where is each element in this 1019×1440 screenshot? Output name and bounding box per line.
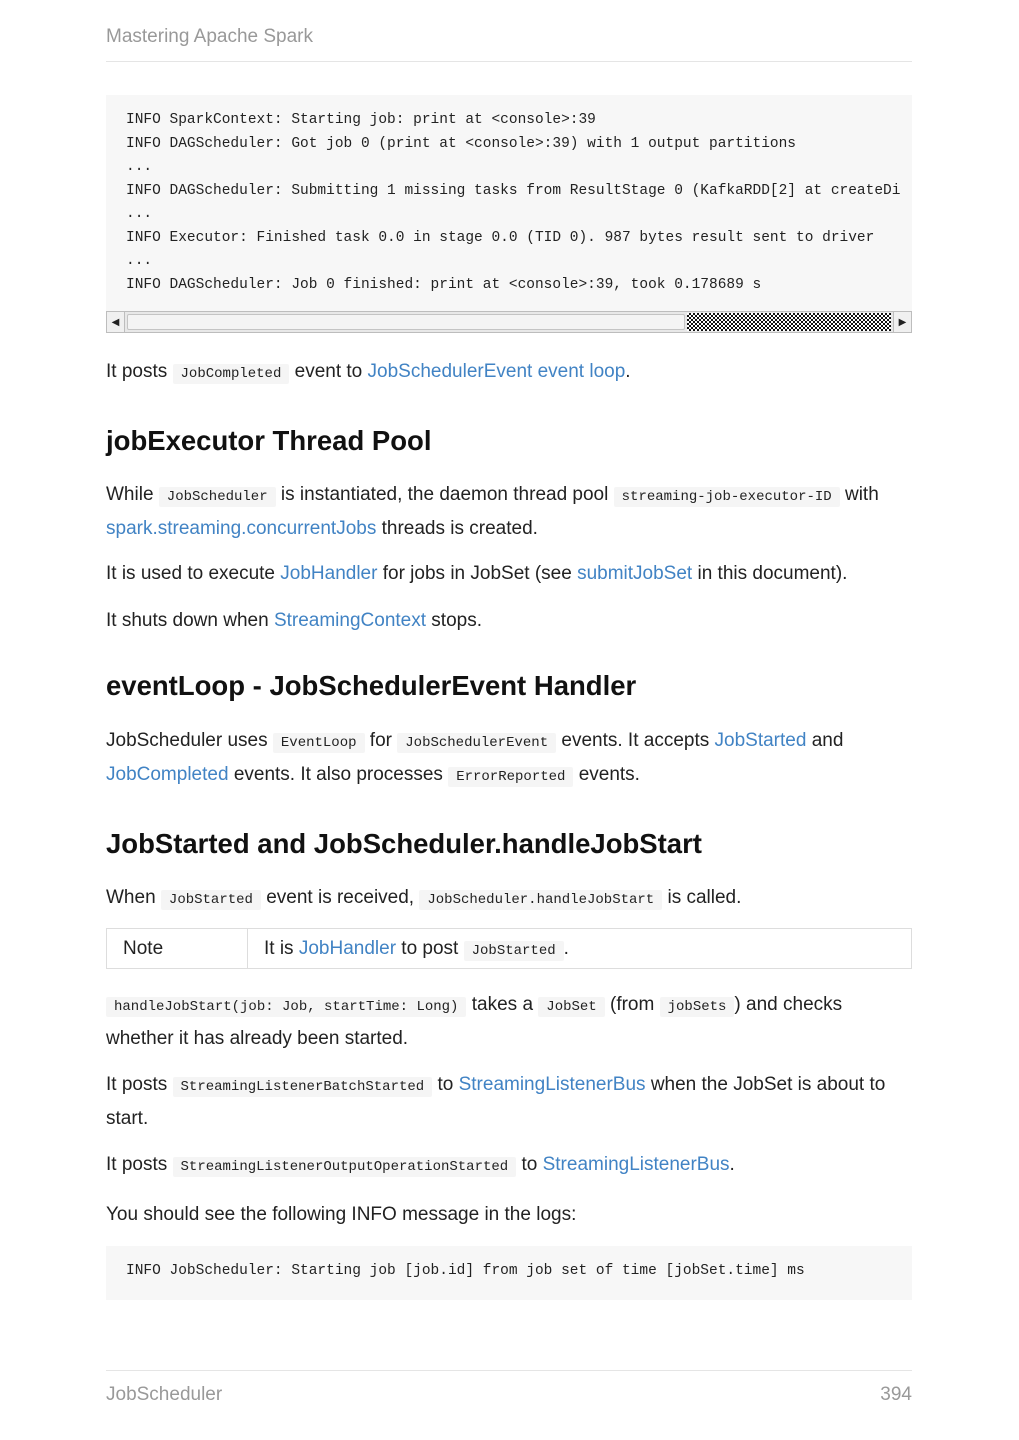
- page-number: 394: [880, 1384, 912, 1405]
- paragraph-when-job-started: When JobStarted event is received, JobScheduler.handleJobStart is called.: [106, 887, 742, 908]
- link-concurrent-jobs[interactable]: spark.streaming.concurrentJobs: [106, 518, 377, 539]
- inline-code: JobStarted: [161, 890, 261, 910]
- paragraph-info-message: You should see the following INFO message in the logs:: [106, 1204, 577, 1225]
- paragraph-posts-job-completed: It posts JobCompleted event to JobSchedulerEvent event loop.: [106, 361, 631, 382]
- paragraph-job-handler: It is used to execute JobHandler for jobs in JobSet (see submitJobSet in this document).: [106, 563, 848, 584]
- link-job-started[interactable]: JobStarted: [714, 730, 807, 751]
- link-streaming-context[interactable]: StreamingContext: [273, 610, 427, 631]
- page-footer: [106, 1370, 912, 1408]
- note-text: It is JobHandler to post JobStarted .: [264, 938, 569, 959]
- book-title: Mastering Apache Spark: [106, 26, 314, 47]
- inline-code: JobStarted: [464, 941, 564, 961]
- paragraph-event-loop: JobScheduler uses EventLoop for JobSchedulerEvent events. It accepts JobStarted and JobCompleted events. It also processes ErrorReported events.: [106, 730, 844, 785]
- page-header: [106, 24, 912, 62]
- link-streaming-listener-bus-2[interactable]: StreamingListenerBus: [542, 1154, 730, 1175]
- heading-job-executor: jobExecutor Thread Pool: [106, 425, 432, 456]
- link-job-handler-note[interactable]: JobHandler: [298, 938, 397, 959]
- paragraph-thread-pool: While JobScheduler is instantiated, the daemon thread pool streaming-job-executor-ID with spark.streaming.concurrentJobs threads is created.: [106, 484, 879, 539]
- heading-job-started: JobStarted and JobScheduler.handleJobStart: [106, 828, 702, 859]
- scrollbar-thumb[interactable]: [127, 314, 685, 330]
- inline-code: JobScheduler.handleJobStart: [419, 890, 662, 910]
- note-admonition: [106, 928, 912, 969]
- inline-code: JobSet: [538, 997, 604, 1017]
- inline-code: StreamingListenerBatchStarted: [173, 1077, 433, 1097]
- link-jobscheduler-event-loop[interactable]: JobSchedulerEvent event loop: [367, 361, 626, 382]
- page-content: [106, 95, 912, 1300]
- scroll-right-arrow-icon[interactable]: ▶: [893, 312, 911, 332]
- scrollbar-track[interactable]: [687, 313, 891, 331]
- link-submit-job-set[interactable]: submitJobSet: [577, 563, 693, 584]
- footer-chapter: JobScheduler: [106, 1384, 223, 1405]
- note-label: Note: [107, 929, 248, 968]
- paragraph-output-operation-started: It posts StreamingListenerOutputOperationStarted to StreamingListenerBus.: [106, 1154, 735, 1175]
- inline-code: ErrorReported: [448, 767, 573, 787]
- inline-code: handleJobStart(job: Job, startTime: Long): [106, 997, 466, 1017]
- scroll-left-arrow-icon[interactable]: ◀: [107, 312, 125, 332]
- inline-code: JobSchedulerEvent: [397, 733, 556, 753]
- inline-code: JobScheduler: [159, 487, 276, 507]
- inline-code: jobSets: [660, 997, 735, 1017]
- horizontal-scrollbar[interactable]: [106, 311, 912, 333]
- code-block-text-2: INFO JobScheduler: Starting job [job.id] from job set of time [jobSet.time] ms: [126, 1263, 805, 1279]
- inline-code: EventLoop: [273, 733, 365, 753]
- inline-code: JobCompleted: [173, 364, 290, 384]
- inline-code: StreamingListenerOutputOperationStarted: [173, 1157, 517, 1177]
- paragraph-shuts-down: It shuts down when StreamingContext stops.: [106, 610, 482, 631]
- paragraph-handle-job-start: handleJobStart(job: Job, startTime: Long) takes a JobSet (from jobSets ) and checks whether it has already been started.: [106, 994, 843, 1049]
- code-block-text: INFO SparkContext: Starting job: print at <console>:39 INFO DAGScheduler: Got job 0 (print at <console>:39) with 1 output partitions ... INFO DAGScheduler: Submitting 1 missing tasks from ResultStage 0 (KafkaRDD[2] at createDi ... INFO Executor: Finished task 0.0 in stage 0.0 (TID 0). 987 bytes result sent to driver ... INFO DAGScheduler: Job 0 finished: print at <console>:39, took 0.178689 s: [126, 112, 901, 293]
- heading-event-loop: eventLoop - JobSchedulerEvent Handler: [106, 670, 637, 701]
- code-block-log-output: [106, 95, 912, 311]
- code-block-info-message: [106, 1246, 912, 1300]
- link-streaming-listener-bus[interactable]: StreamingListenerBus: [458, 1074, 646, 1095]
- link-job-completed[interactable]: JobCompleted: [106, 764, 229, 785]
- inline-code: streaming-job-executor-ID: [614, 487, 840, 507]
- paragraph-batch-started: It posts StreamingListenerBatchStarted to StreamingListenerBus when the JobSet is about to start.: [106, 1074, 886, 1129]
- link-job-handler[interactable]: JobHandler: [280, 563, 378, 584]
